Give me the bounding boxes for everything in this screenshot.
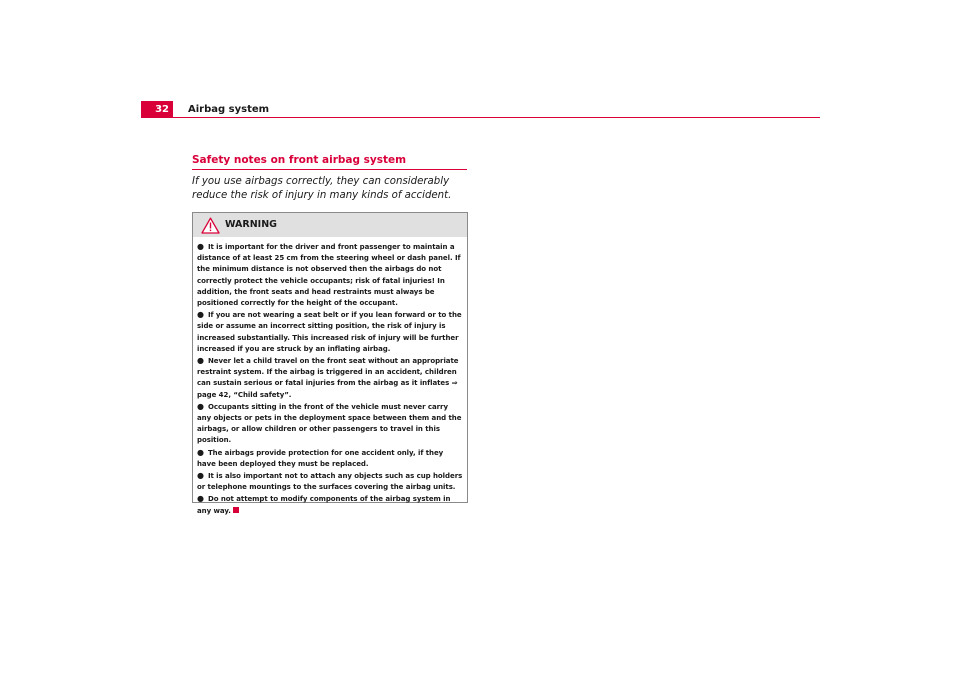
bullet-icon: ● bbox=[197, 356, 204, 366]
warning-list bbox=[193, 237, 467, 517]
warning-item bbox=[197, 241, 464, 309]
end-of-section-icon bbox=[233, 507, 239, 513]
warning-item bbox=[197, 355, 464, 401]
warning-item-text: If you are not wearing a seat belt or if you lean forward or to the side or assume an incorrect sitting position, the risk of injury is increased substantially. This increased risk of injury will be further increased if you are struck by an inflating airbag. bbox=[197, 311, 462, 353]
warning-item-text: Do not attempt to modify components of the airbag system in any way. bbox=[197, 495, 451, 515]
bullet-icon: ● bbox=[197, 447, 204, 457]
page-number: 32 bbox=[141, 101, 173, 118]
warning-header bbox=[193, 213, 467, 237]
warning-item-text: Occupants sitting in the front of the vehicle must never carry any objects or pets in the deployment space between them and the airbags, or allow children or other passengers to travel in this position. bbox=[197, 402, 462, 445]
warning-item bbox=[197, 309, 464, 355]
warning-item bbox=[197, 447, 464, 470]
header-title: Airbag system bbox=[188, 104, 270, 115]
bullet-icon: ● bbox=[197, 310, 204, 320]
warning-item bbox=[197, 493, 464, 516]
bullet-icon: ● bbox=[197, 401, 204, 411]
warning-label: WARNING bbox=[225, 219, 277, 230]
bullet-icon: ● bbox=[197, 471, 204, 481]
bullet-icon: ● bbox=[197, 242, 204, 251]
warning-item-text: Never let a child travel on the front seat without an appropriate restraint system. If the airbag is triggered in an accident, children can sustain serious or fatal injuries from the airbag as it inflates ⇒ page 42, “Child safety”. bbox=[197, 357, 459, 399]
warning-item-text: It is also important not to attach any objects such as cup holders or telephone mountings to the surfaces covering the airbag units. bbox=[197, 472, 463, 492]
section-heading: Safety notes on front airbag system bbox=[192, 153, 467, 170]
intro-text: If you use airbags correctly, they can considerably reduce the risk of injury in many kinds of accident. bbox=[192, 176, 452, 201]
warning-triangle-icon bbox=[201, 217, 220, 234]
header-rule bbox=[141, 117, 820, 118]
warning-item bbox=[197, 401, 464, 447]
warning-item bbox=[197, 470, 464, 493]
warning-item-text: The airbags provide protection for one accident only, if they have been deployed they must be replaced. bbox=[197, 448, 444, 468]
warning-box bbox=[192, 212, 468, 515]
warning-item-text: It is important for the driver and front passenger to maintain a distance of at least 25 cm from the steering wheel or dash panel. If the minimum distance is not observed then the airbags do not correctly protect the vehicle occupants; risk of fatal injuries! In addition, the front seats and head restraints must always be positioned correctly for the height of the occupant. bbox=[197, 243, 461, 308]
bullet-icon: ● bbox=[197, 494, 204, 504]
